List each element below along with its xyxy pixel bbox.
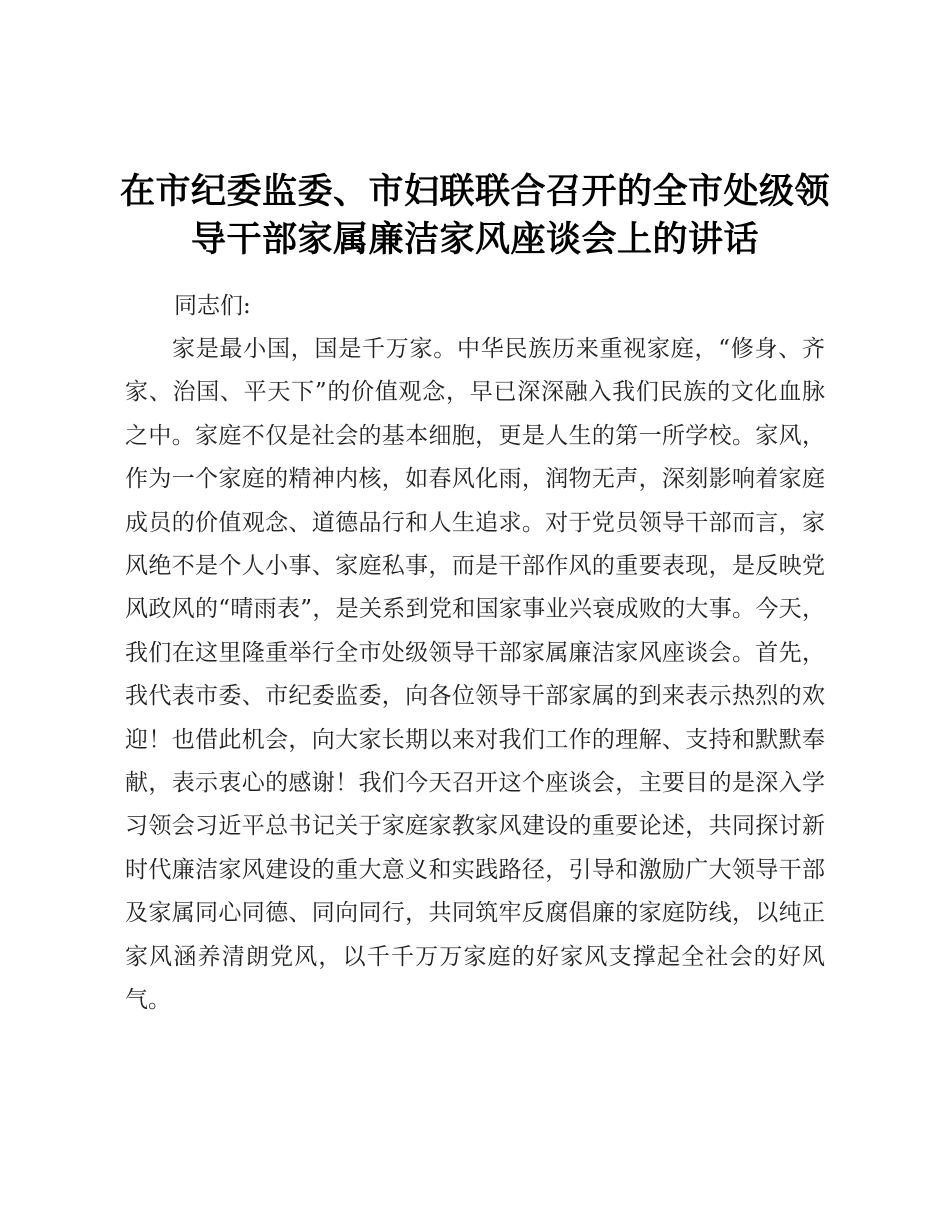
greeting: 同志们: xyxy=(174,293,251,319)
document-title: 在市纪委监委、市妇联联合召开的全市处级领导干部家属廉洁家风座谈会上的讲话 xyxy=(119,171,830,260)
body-paragraph: 家是最小国，国是千万家。中华民族历来重视家庭，“修身、齐家、治国、平天下”的价值观念，早已深深融入我们民族的文化血脉之中。家庭不仅是社会的基本细胞，更是人生的第一所学校。家风，作为一个家庭的精神内核，如春风化雨，润物无声，深刻影响着家庭成员的价值观念、道德品行和人生追求。对于党员领导干部而言，家风绝不是个人小事、家庭私事，而是干部作风的重要表现，是反映党风政风的“晴雨表”，是关系到党和国家事业兴衰成败的大事。今天，我们在这里隆重举行全市处级领导干部家属廉洁家风座谈会。首先，我代表市委、市纪委监委，向各位领导干部家属的到来表示热烈的欢迎！也借此机会，向大家长期以来对我们工作的理解、支持和默默奉献，表示衷心的感谢！我们今天召开这个座谈会，主要目的是深入学习领会习近平总书记关于家庭家教家风建设的重要论述，共同探讨新时代廉洁家风建设的重大意义和实践路径，引导和激励广大领导干部及家属同心同德、同向同行，共同筑牢反腐倡廉的家庭防线，以纯正家风涵养清朗党风，以千千万万家庭的好家风支撑起全社会的好风气。 xyxy=(125,336,825,1014)
